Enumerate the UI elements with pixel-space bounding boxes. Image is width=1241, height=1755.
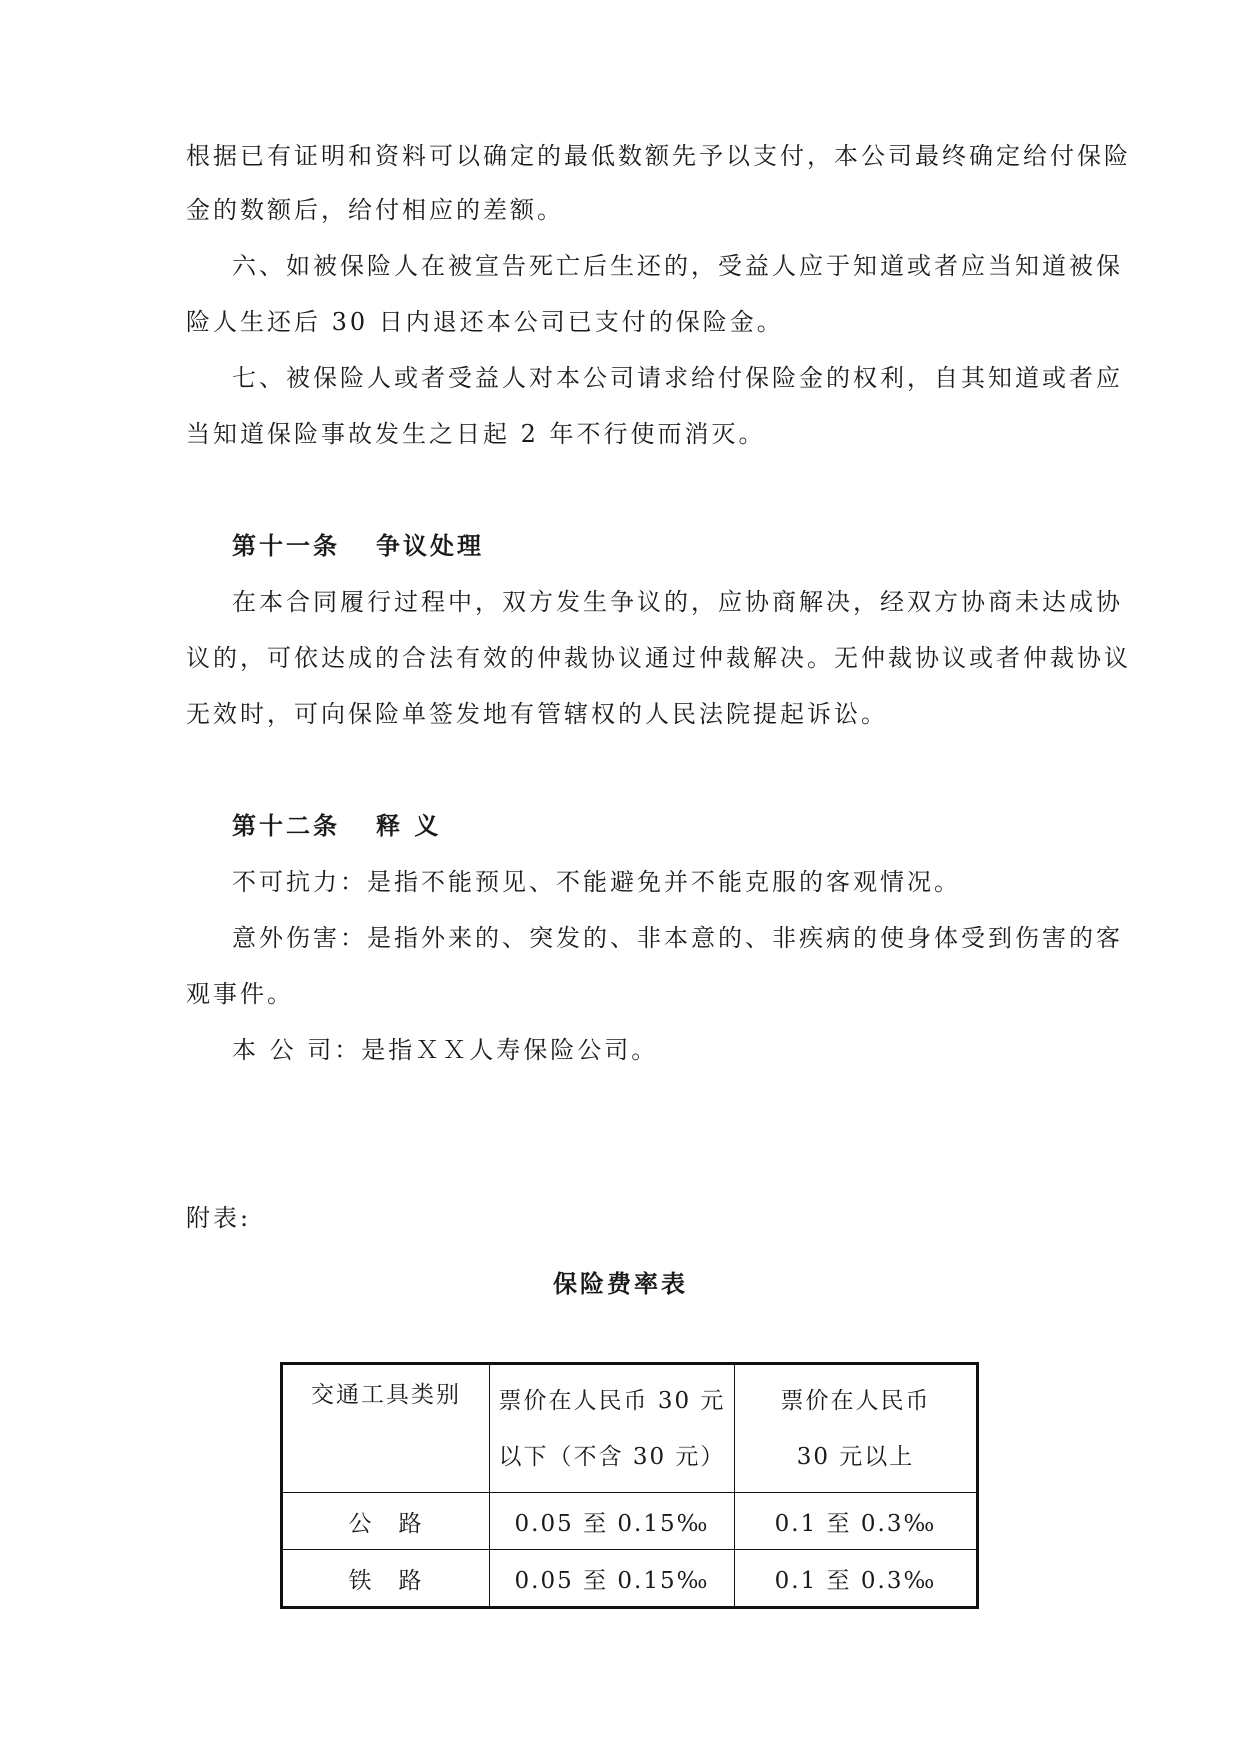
paragraph-line: 七、被保险人或者受益人对本公司请求给付保险金的权利，自其知道或者应: [232, 364, 1123, 392]
paragraph-line: 险人生还后 30 日内退还本公司已支付的保险金。: [186, 308, 784, 336]
article-title: 争议处理: [376, 531, 484, 560]
article-title: 释 义: [376, 811, 442, 840]
cell-rate-over-30: 0.1 至 0.3‰: [735, 1493, 978, 1550]
rate-table-title: 保险费率表: [553, 1269, 688, 1298]
table-header-row: [282, 1364, 978, 1493]
table-row: [282, 1493, 978, 1550]
article-12-heading: [232, 810, 441, 842]
paragraph-line: 金的数额后，给付相应的差额。: [186, 196, 564, 224]
definition-force-majeure: 不可抗力：是指不能预见、不能避免并不能克服的客观情况。: [232, 868, 961, 896]
cell-vehicle: 铁 路: [282, 1550, 490, 1608]
cell-rate-over-30: 0.1 至 0.3‰: [735, 1550, 978, 1608]
rate-table: [280, 1362, 979, 1609]
article-11-line: 无效时，可向保险单签发地有管辖权的人民法院提起诉讼。: [186, 700, 888, 728]
article-11-heading: [232, 530, 484, 562]
paragraph-line: 六、如被保险人在被宣告死亡后生还的，受益人应于知道或者应当知道被保: [232, 252, 1123, 280]
article-11-line: 在本合同履行过程中，双方发生争议的，应协商解决，经双方协商未达成协: [232, 588, 1123, 616]
header-under-30: 票价在人民币 30 元 以下（不含 30 元）: [490, 1364, 735, 1493]
cell-rate-under-30: 0.05 至 0.15‰: [490, 1550, 735, 1608]
article-number: 第十二条: [232, 811, 340, 840]
article-11-line: 议的，可依达成的合法有效的仲裁协议通过仲裁解决。无仲裁协议或者仲裁协议: [186, 644, 1131, 672]
definition-accident: 意外伤害：是指外来的、突发的、非本意的、非疾病的使身体受到伤害的客: [232, 924, 1123, 952]
paragraph-line: 当知道保险事故发生之日起 2 年不行使而消灭。: [186, 420, 766, 448]
appendix-label: 附表:: [186, 1204, 252, 1232]
article-number: 第十一条: [232, 531, 340, 560]
cell-rate-under-30: 0.05 至 0.15‰: [490, 1493, 735, 1550]
cell-vehicle: 公 路: [282, 1493, 490, 1550]
header-over-30: 票价在人民币 30 元以上: [735, 1364, 978, 1493]
definition-company: 本 公 司：是指ＸＸ人寿保险公司。: [232, 1036, 659, 1064]
header-vehicle-type: 交通工具类别: [282, 1364, 490, 1493]
definition-accident-cont: 观事件。: [186, 980, 294, 1008]
paragraph-line: 根据已有证明和资料可以确定的最低数额先予以支付，本公司最终确定给付保险: [186, 142, 1131, 170]
table-row: [282, 1550, 978, 1608]
